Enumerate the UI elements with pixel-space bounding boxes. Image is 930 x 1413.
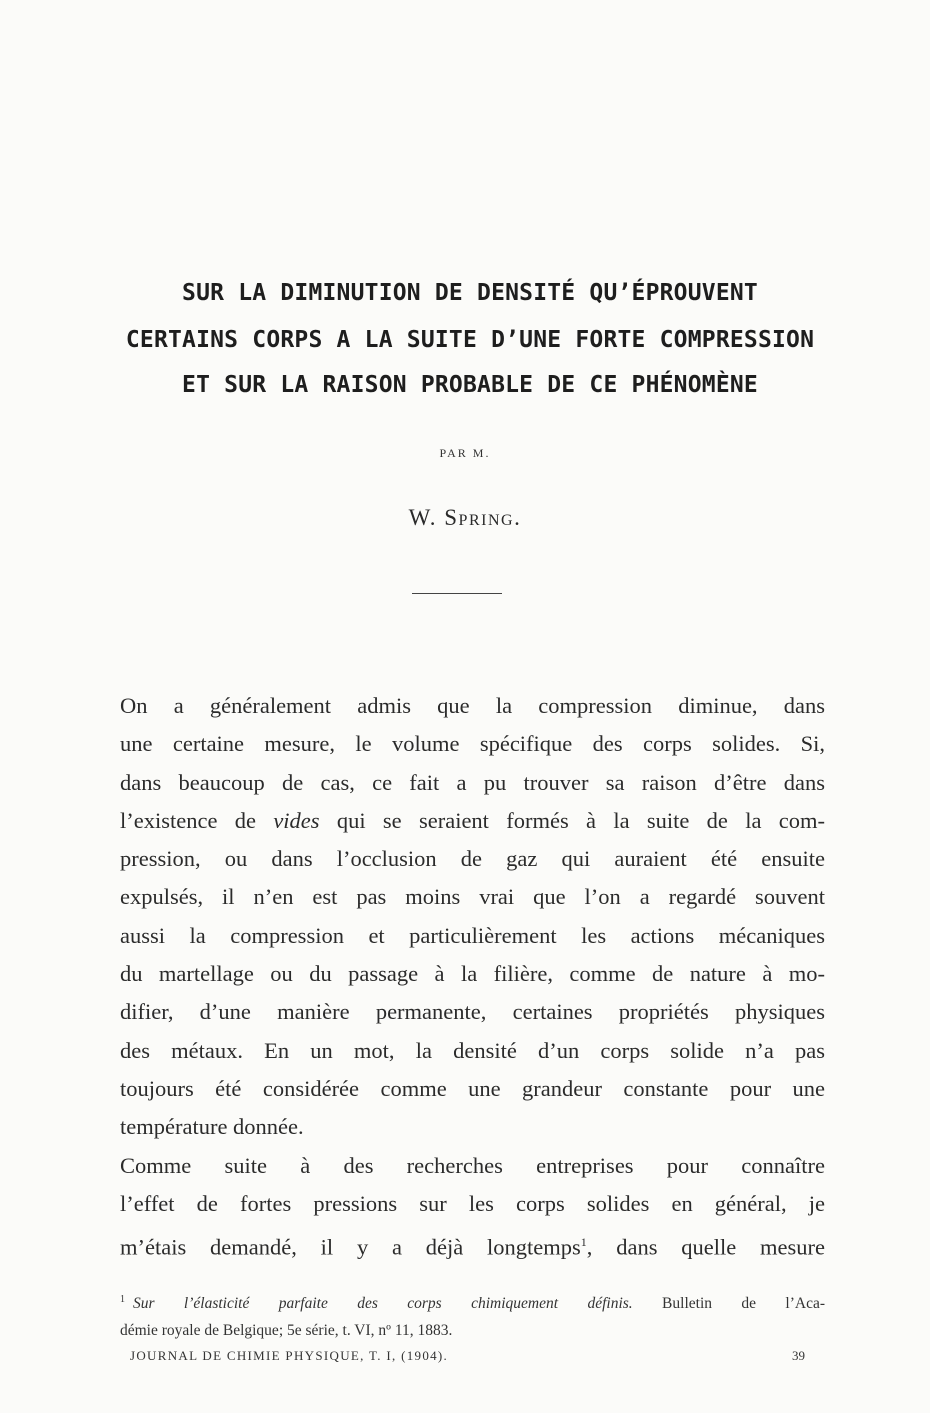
body-line [120,1223,825,1267]
title-line-1: SUR LA DIMINUTION DE DENSITÉ QU’ÉPROUVENT [182,280,758,306]
body-line: l’effet de fortes pressions sur les corps solides en général, je [120,1190,825,1216]
body-line: pression, ou dans l’occlusion de gaz qui auraient été ensuite [120,846,825,872]
title-line-3: ET SUR LA RAISON PROBABLE DE CE PHÉNOMÈNE [182,372,758,398]
body-line: température donnée. [120,1114,304,1140]
byline: PAR M. [439,446,491,460]
page-number: 39 [792,1348,805,1363]
author-name: W. Spring. [408,505,522,530]
body-line: expulsés, il n’en est pas moins vrai que l’on a regardé souvent [120,884,825,910]
footnote-line [120,1286,825,1317]
body-line: du martellage ou du passage à la filière, comme de nature à mo- [120,961,825,987]
footnote-text: Bulletin de l’Aca- [632,1295,825,1313]
footnote-mark: 1 [120,1294,125,1305]
journal-citation: JOURNAL DE CHIMIE PHYSIQUE, T. I, (1904). [130,1348,449,1363]
body-line: toujours été considérée comme une grandeur constante pour une [120,1075,825,1101]
body-line: difier, d’une manière permanente, certaines propriétés physiques [120,999,825,1025]
body-text-run: m’étais demandé, il y a déjà longtemps [120,1234,581,1260]
body-line: des métaux. En un mot, la densité d’un corps solide n’a pas [120,1037,825,1063]
separator-rule [412,593,502,594]
body-line [120,802,825,840]
footnote [120,1286,825,1344]
body-text [120,687,825,1267]
body-line: dans beaucoup de cas, ce fait a pu trouver sa raison d’être dans [120,769,825,795]
body-line: On a généralement admis que la compression diminue, dans [120,693,825,718]
page-footer [130,1348,805,1364]
body-line: aussi la compression et particulièrement les actions mécaniques [120,922,825,948]
body-text-run: qui se seraient formés à la suite de la com- [319,807,826,833]
body-line: Comme suite à des recherches entreprises pour connaître [120,1152,825,1178]
body-text-run: , dans quelle mesure [586,1234,825,1260]
title-line-2: CERTAINS CORPS A LA SUITE D’UNE FORTE COMPRESSION [125,327,815,353]
emphasis-vides: vides [273,807,320,833]
body-line: une certaine mesure, le volume spécifique des corps solides. Si, [120,731,825,757]
footnote-line: démie royale de Belgique; 5e série, t. VI, nº 11, 1883. [120,1322,453,1340]
body-text-run: l’existence de [120,807,274,833]
footnote-cited-title: Sur l’élasticité parfaite des corps chimiquement définis. [133,1295,633,1313]
footnote-reference[interactable]: 1 [580,1235,587,1250]
